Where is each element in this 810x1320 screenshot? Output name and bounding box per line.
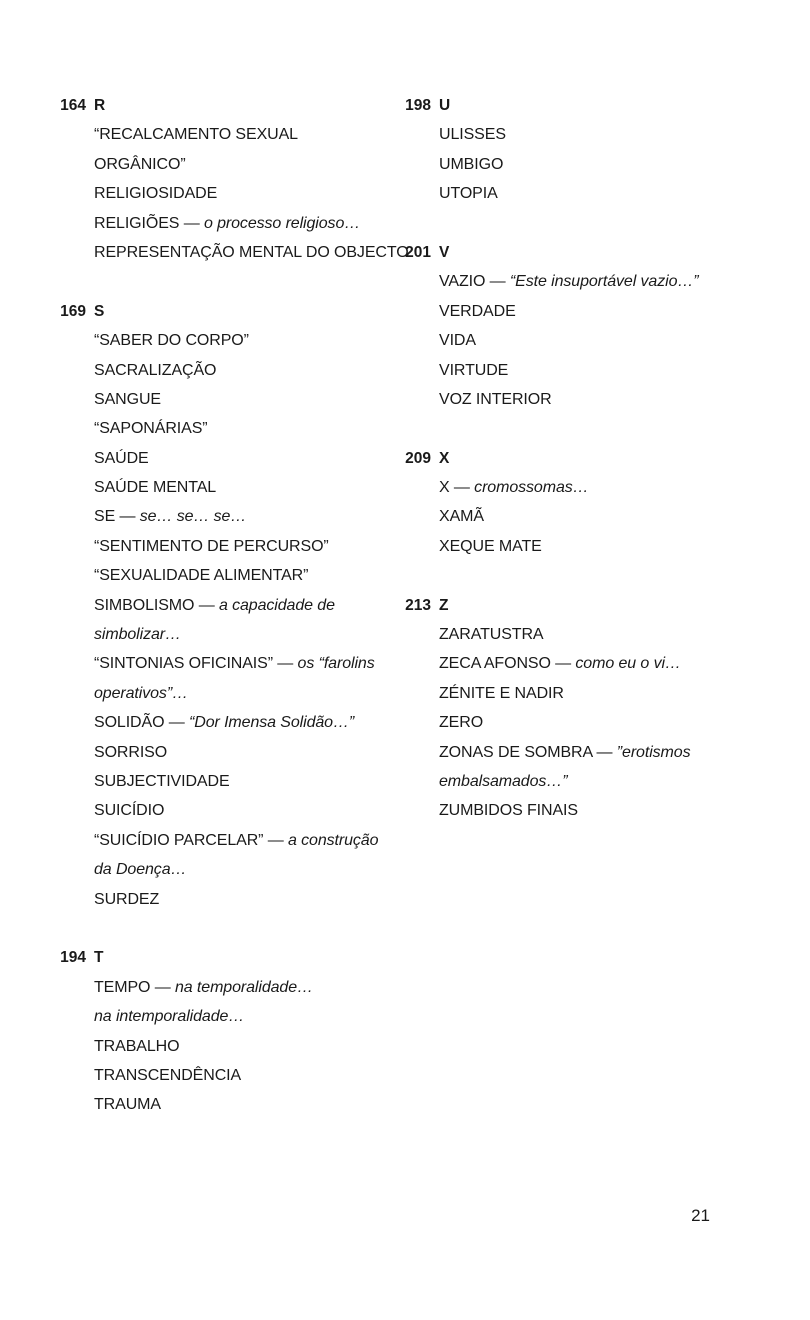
section-page-number: 209 — [405, 449, 431, 467]
toc-entry-line — [94, 826, 394, 855]
toc-entry-line — [94, 885, 394, 914]
toc-section-r — [0, 91, 409, 267]
entry-subtitle: se… se… se… — [139, 508, 247, 526]
toc-section-z — [400, 591, 810, 826]
entry-subtitle: cromossomas… — [474, 479, 589, 497]
toc-entry-line — [94, 385, 394, 414]
entry-list — [439, 267, 739, 414]
entry-title: SUBJECTIVIDADE — [94, 772, 230, 790]
toc-entry-line — [439, 738, 739, 767]
toc-entry-line — [439, 767, 739, 796]
toc-entry-line — [94, 649, 394, 678]
entry-list — [439, 120, 739, 208]
entry-title: “SUICÍDIO PARCELAR” — — [94, 831, 288, 849]
toc-entry-line — [439, 473, 739, 502]
entry-title: SIMBOLISMO — — [94, 596, 219, 614]
section-heading — [400, 91, 810, 120]
toc-entry-line — [94, 738, 394, 767]
entry-title: XEQUE MATE — [439, 537, 542, 555]
entry-title: SORRISO — [94, 743, 168, 761]
entry-subtitle: da Doença… — [94, 861, 187, 879]
section-letter: U — [439, 97, 451, 114]
entry-title: “SINTONIAS OFICINAIS” — — [94, 655, 298, 673]
entry-title: ULISSES — [439, 126, 506, 144]
entry-title: SAÚDE MENTAL — [94, 479, 217, 497]
section-heading — [400, 591, 810, 620]
toc-entry-line — [439, 620, 739, 649]
toc-entry-line — [439, 179, 739, 208]
toc-entry-line — [439, 356, 739, 385]
toc-entry-line — [94, 356, 394, 385]
entry-title: SUICÍDIO — [94, 802, 165, 820]
toc-entry-line — [94, 120, 394, 149]
entry-title: ZERO — [439, 714, 484, 732]
page-number: 21 — [691, 1206, 710, 1225]
entry-title: SOLIDÃO — — [94, 714, 190, 732]
toc-entry-line — [439, 679, 739, 708]
entry-title: SURDEZ — [94, 890, 160, 908]
toc-entry-line — [94, 1090, 394, 1119]
toc-entry-line — [94, 561, 394, 590]
toc-entry-line — [94, 591, 394, 620]
toc-entry-line — [94, 1002, 394, 1031]
toc-section-x — [400, 444, 810, 562]
entry-subtitle: “Este insuportável vazio…” — [509, 273, 699, 291]
toc-entry-line — [94, 1032, 394, 1061]
entry-title: VAZIO — — [439, 273, 510, 291]
section-page-number: 169 — [60, 302, 86, 320]
entry-title: ZÉNITE E NADIR — [439, 684, 564, 702]
entry-title: SE — — [94, 508, 140, 526]
toc-section-t — [0, 943, 400, 1119]
entry-title: “SEXUALIDADE ALIMENTAR” — [94, 567, 309, 585]
toc-entry-line — [439, 502, 739, 531]
entry-title: ZONAS DE SOMBRA — — [439, 743, 617, 761]
entry-title: “SABER DO CORPO” — [94, 332, 249, 350]
entry-title: SAÚDE — [94, 449, 149, 467]
section-page-number: 201 — [405, 243, 431, 261]
toc-entry-line — [439, 267, 739, 296]
entry-title: SACRALIZAÇÃO — [94, 361, 217, 379]
entry-title: ZUMBIDOS FINAIS — [439, 802, 578, 820]
toc-column-right — [400, 91, 810, 855]
toc-entry-line — [439, 796, 739, 825]
entry-title: TEMPO — — [94, 978, 175, 996]
entry-title: ZECA AFONSO — — [439, 655, 576, 673]
section-letter: V — [439, 243, 450, 261]
toc-entry-line — [439, 297, 739, 326]
toc-entry-line — [94, 855, 394, 884]
entry-subtitle: “Dor Imensa Solidão…” — [189, 714, 355, 732]
toc-column-left — [0, 91, 409, 1149]
toc-section-v — [400, 238, 810, 414]
entry-title: VIDA — [439, 332, 476, 350]
entry-subtitle: operativos”… — [94, 684, 188, 702]
entry-title: UMBIGO — [439, 155, 504, 173]
toc-entry-line — [439, 649, 739, 678]
toc-entry-line — [94, 532, 394, 561]
entry-subtitle: a capacidade de — [218, 596, 335, 614]
toc-section-s — [0, 297, 400, 914]
toc-entry-line — [439, 120, 739, 149]
entry-title: “SENTIMENTO DE PERCURSO” — [94, 537, 329, 555]
toc-entry-line — [94, 1061, 394, 1090]
entry-title: TRABALHO — [94, 1037, 180, 1055]
entry-title: VIRTUDE — [439, 361, 509, 379]
toc-entry-line — [439, 385, 739, 414]
section-heading — [400, 238, 810, 267]
section-page-number: 213 — [405, 596, 431, 614]
entry-list — [94, 973, 394, 1120]
entry-list — [94, 120, 409, 267]
entry-subtitle: na intemporalidade… — [94, 1008, 245, 1026]
entry-subtitle: a construção — [287, 831, 379, 849]
entry-subtitle: embalsamados…” — [439, 772, 568, 790]
entry-title: VERDADE — [439, 302, 516, 320]
toc-entry-line — [94, 150, 394, 179]
entry-title: RELIGIÕES — — [94, 214, 204, 232]
toc-entry-line — [94, 473, 394, 502]
section-page-number: 194 — [60, 949, 86, 967]
entry-title: RELIGIOSIDADE — [94, 185, 218, 203]
toc-entry-line — [94, 209, 394, 238]
entry-subtitle: como eu o vi… — [575, 655, 681, 673]
entry-title: “RECALCAMENTO SEXUAL — [94, 126, 298, 144]
entry-title: VOZ INTERIOR — [439, 390, 552, 408]
section-letter: S — [94, 302, 105, 320]
section-heading — [400, 444, 810, 473]
section-letter: T — [94, 949, 104, 967]
section-heading — [0, 91, 400, 120]
toc-entry-line — [94, 796, 394, 825]
toc-entry-line — [94, 620, 394, 649]
entry-title: XAMÃ — [439, 508, 484, 526]
toc-entry-line — [94, 502, 394, 531]
toc-section-u — [400, 91, 810, 209]
toc-entry-line — [439, 708, 739, 737]
toc-entry-line — [439, 150, 739, 179]
toc-entry-line — [94, 238, 409, 267]
section-letter: X — [439, 449, 450, 467]
entry-title: ORGÂNICO” — [94, 155, 186, 173]
toc-entry-line — [94, 326, 394, 355]
toc-entry-line — [94, 767, 394, 796]
entry-title: X — — [439, 479, 475, 497]
toc-entry-line — [94, 414, 394, 443]
entry-subtitle: ”erotismos — [616, 743, 691, 761]
entry-title: TRANSCENDÊNCIA — [94, 1066, 242, 1084]
section-page-number: 164 — [60, 97, 86, 114]
entry-subtitle: simbolizar… — [94, 626, 181, 644]
toc-entry-line — [439, 532, 739, 561]
entry-list — [439, 620, 739, 826]
toc-entry-line — [94, 973, 394, 1002]
entry-title: SANGUE — [94, 390, 161, 408]
entry-list — [439, 473, 739, 561]
entry-title: ZARATUSTRA — [439, 626, 544, 644]
section-letter: R — [94, 97, 106, 114]
entry-subtitle: o processo religioso… — [203, 214, 361, 232]
toc-entry-line — [94, 679, 394, 708]
section-page-number: 198 — [405, 97, 431, 114]
entry-subtitle: os “farolins — [297, 655, 375, 673]
section-heading — [0, 297, 400, 326]
toc-entry-line — [439, 326, 739, 355]
section-letter: Z — [439, 596, 449, 614]
entry-title: REPRESENTAÇÃO MENTAL DO OBJECTO — [94, 243, 409, 261]
entry-title: “SAPONÁRIAS” — [94, 420, 208, 438]
section-heading — [0, 943, 400, 972]
toc-entry-line — [94, 444, 394, 473]
toc-entry-line — [94, 179, 394, 208]
toc-entry-line — [94, 708, 394, 737]
entry-subtitle: na temporalidade… — [174, 978, 313, 996]
entry-title: UTOPIA — [439, 185, 498, 203]
entry-title: TRAUMA — [94, 1096, 161, 1114]
entry-list — [94, 326, 394, 914]
